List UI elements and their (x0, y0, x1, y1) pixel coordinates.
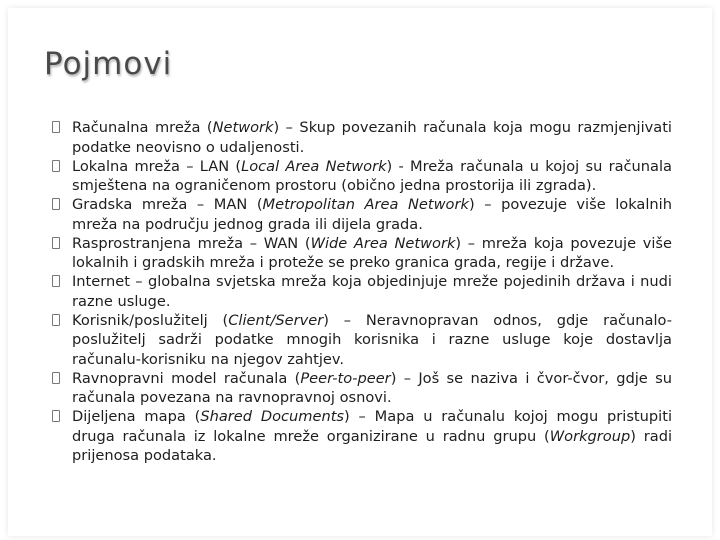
italic-term: Client/Server (228, 311, 324, 329)
text-segment: Gradska mreža – MAN ( (72, 196, 263, 213)
text-segment: Dijeljena mapa ( (72, 408, 201, 425)
italic-term: Local Area Network (241, 157, 387, 175)
text-segment: Ravnopravni model računala ( (72, 369, 301, 387)
text-segment: Internet – globalna svjetska mreža koja objedinjuje mreže pojedinih država i nudi razne usluge. (72, 273, 672, 310)
bullet-box-icon (52, 160, 60, 172)
list-item (48, 195, 672, 234)
text-segment: ) - Mreža računala u kojoj su računala smještena na ograničenom prostoru (obično jedna prostorija ili zgrada). (72, 157, 672, 194)
italic-term: Workgroup (549, 427, 631, 445)
text-segment: Računalna mreža ( (72, 119, 213, 136)
list-item-text (72, 195, 672, 234)
list-item-text (72, 157, 672, 196)
italic-term: Shared Documents (200, 408, 345, 425)
bullet-box-icon (52, 237, 60, 249)
list-item (48, 407, 672, 466)
list-item-text (72, 369, 672, 408)
bullet-box-icon (52, 121, 60, 133)
bullet-box-icon (52, 275, 60, 287)
bullet-box-icon (52, 372, 60, 384)
text-segment: Korisnik/poslužitelj ( (72, 311, 229, 329)
text-segment: Lokalna mreža – LAN ( (72, 157, 242, 175)
bullet-box-icon (52, 198, 60, 210)
bullet-box-icon (52, 314, 60, 326)
list-item (48, 369, 672, 408)
bullet-box-icon (52, 410, 60, 422)
list-item (48, 311, 672, 370)
italic-term: Network (212, 119, 274, 136)
text-segment: ) – Mapa u računalu kojoj mogu pristupiti druga računala iz lokalne mreže organizirane u radnu grupu ( (72, 408, 673, 445)
list-item (48, 118, 672, 157)
list-item-text (72, 311, 672, 370)
italic-term: Peer-to-peer (300, 369, 391, 387)
list-item-text (72, 234, 672, 273)
list-item (48, 234, 672, 273)
italic-term: Wide Area Network (310, 234, 456, 252)
slide-title: Pojmovi (44, 46, 173, 82)
text-segment: ) – Još se naziva i čvor-čvor, gdje su računala povezana na ravnopravnoj osnovi. (72, 369, 672, 406)
text-segment: ) – Skup povezanih računala koja mogu razmjenjivati podatke neovisno o udaljenosti. (72, 119, 672, 156)
list-item-text (72, 272, 672, 311)
list-item-text (72, 407, 672, 466)
italic-term: Metropolitan Area Network (262, 196, 469, 213)
text-segment: ) – Neravnopravan odnos, gdje računalo-poslužitelj sadrži podatke mnogih korisnika i razne usluge koje dostavlja računalu-korisniku na njegov zahtjev. (72, 311, 672, 368)
text-segment: ) – povezuje više lokalnih mreža na području jednog grada ili dijela grada. (72, 196, 672, 233)
text-segment: ) – mreža koja povezuje više lokalnih i gradskih mreža i proteže se preko granica grada, regije i države. (72, 234, 672, 271)
text-segment: ) radi prijenosa podataka. (72, 427, 673, 464)
text-segment: Rasprostranjena mreža – WAN ( (72, 234, 311, 252)
bullet-list (48, 118, 672, 466)
list-item-text (72, 118, 672, 157)
list-item (48, 272, 672, 311)
list-item (48, 157, 672, 196)
